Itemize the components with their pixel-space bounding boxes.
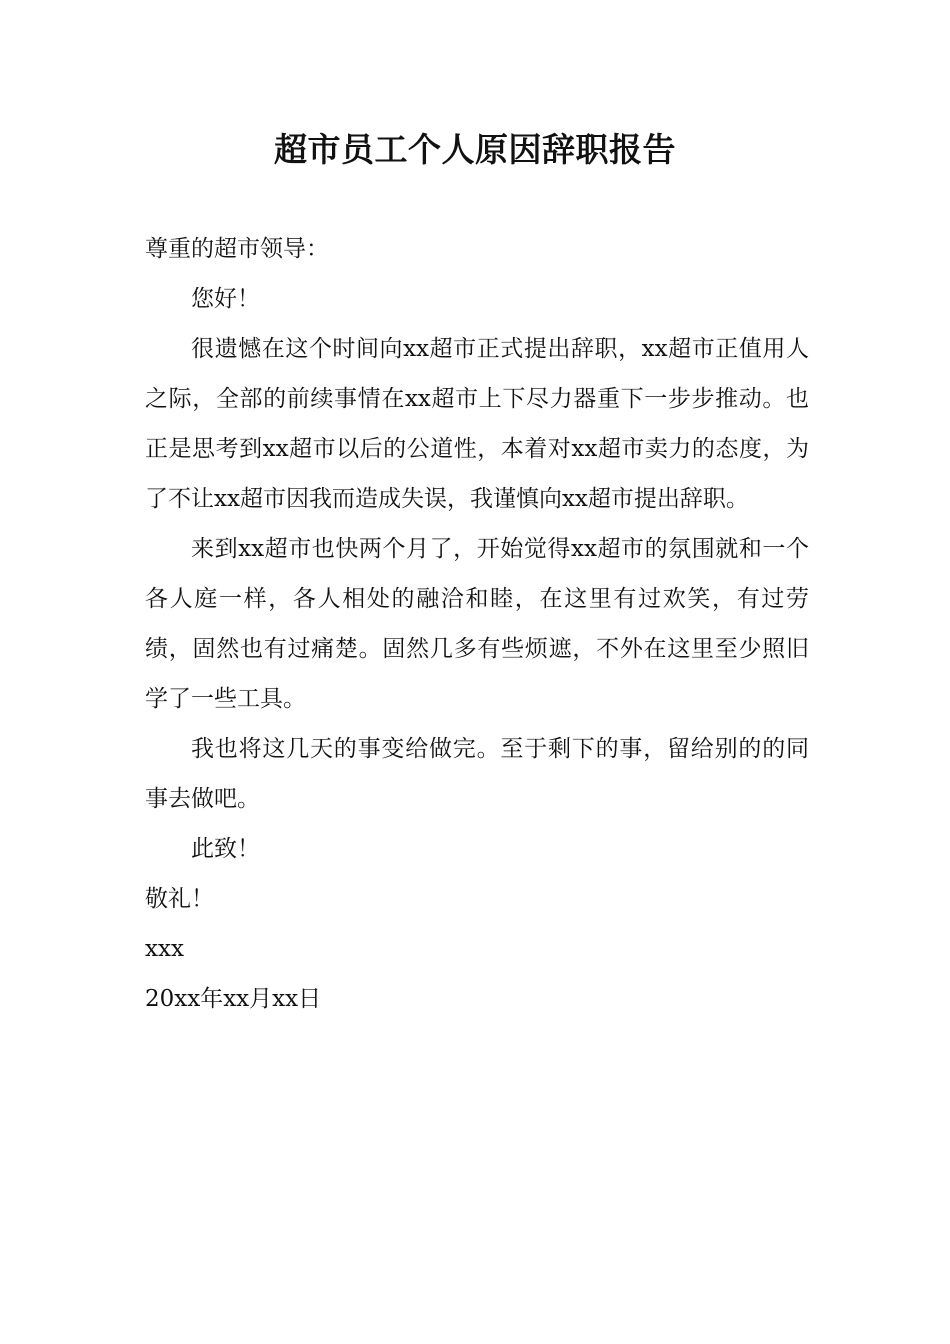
page-title: 超市员工个人原因辞职报告 [274, 130, 676, 169]
salutation: 尊重的超市领导： [145, 236, 329, 262]
closing-line-1: 此致！ [191, 836, 260, 862]
signature: xxx [145, 936, 184, 962]
paragraph-3: 我也将这几天的事变给做完。至于剩下的事，留给别的的同事去做吧。 [145, 736, 809, 812]
letter-body [145, 224, 809, 1024]
paragraph-1: 很遗憾在这个时间向xx超市正式提出辞职，xx超市正值用人之际，全部的前续事情在xx超市上下尽力器重下一步步推动。也正是思考到xx超市以后的公道性，本着对xx超市卖力的态度，为了不让xx超市因我而造成失误，我谨慎向xx超市提出辞职。 [145, 336, 809, 512]
closing-line-2: 敬礼！ [145, 886, 214, 912]
date-line: 20xx年xx月xx日 [145, 986, 322, 1012]
paragraph-2: 来到xx超市也快两个月了，开始觉得xx超市的氛围就和一个各人庭一样，各人相处的融洽和睦，在这里有过欢笑，有过劳绩，固然也有过痛楚。固然几多有些烦遮，不外在这里至少照旧学了一些工具。 [145, 536, 809, 712]
greeting: 您好！ [191, 286, 260, 312]
